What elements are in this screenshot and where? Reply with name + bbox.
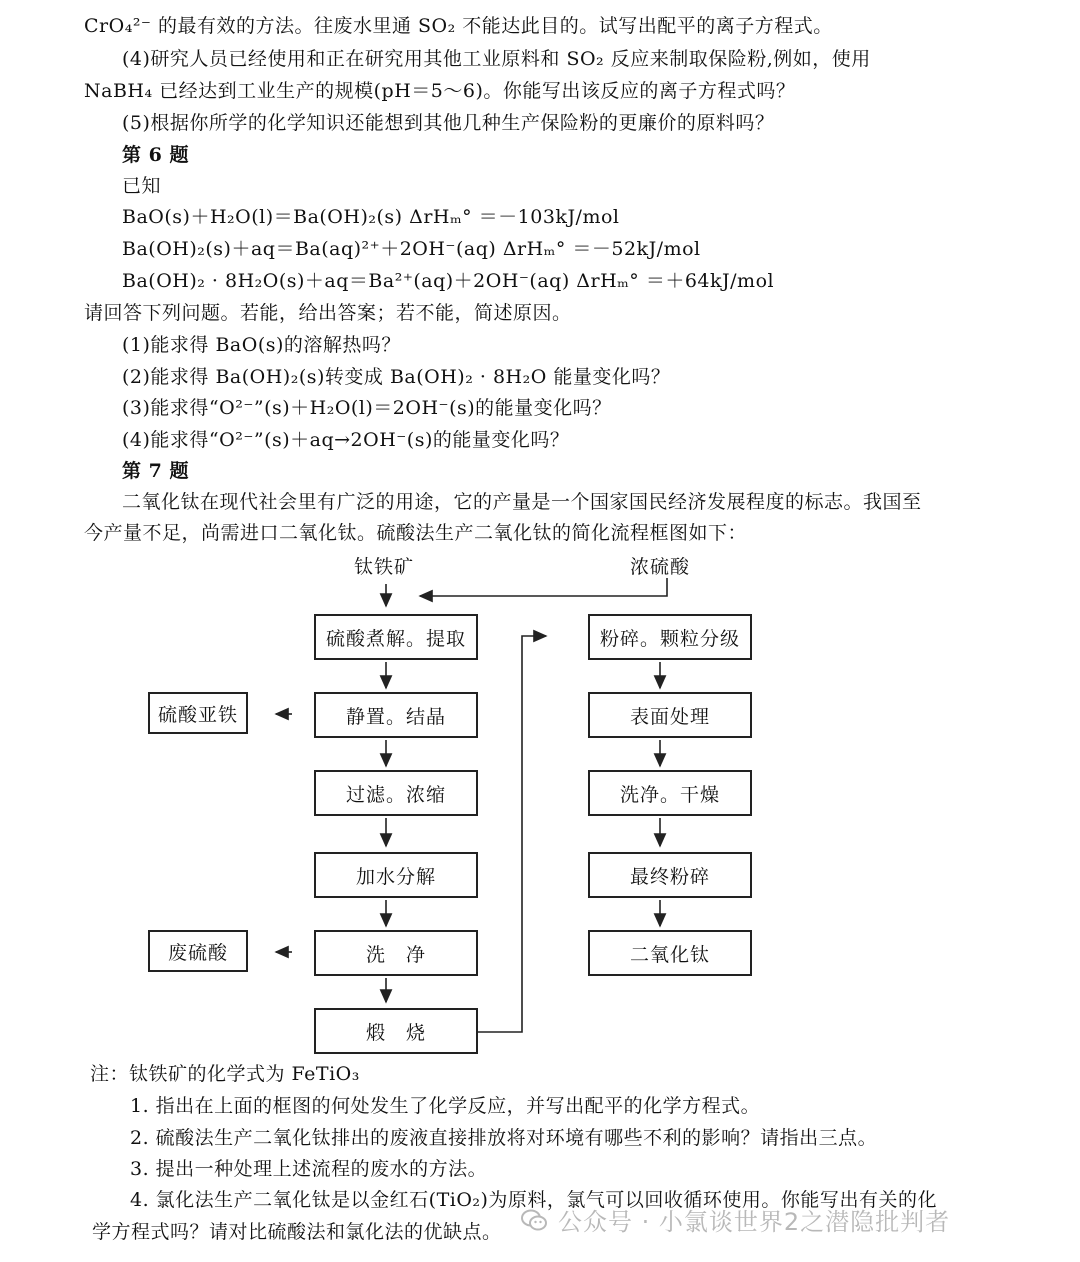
equation-2: Ba(OH)₂(s)＋aq＝Ba(aq)²⁺＋2OH⁻(aq) ΔrHₘ° ＝－52kJ/mol — [122, 238, 701, 260]
text-line-3: NaBH₄ 已经达到工业生产的规模(pH＝5～6)。你能写出该反应的离子方程式吗？ — [84, 80, 796, 102]
input-ilmenite: 钛铁矿 — [354, 556, 415, 578]
question-item-3: 3. 提出一种处理上述流程的废水的方法。 — [130, 1158, 488, 1180]
box-calcination: 煅 烧 — [314, 1008, 478, 1054]
box-sulfuric-digestion: 硫酸煮解。提取 — [314, 614, 478, 660]
box-ferrous-sulfate: 硫酸亚铁 — [148, 692, 248, 734]
box-hydrolysis: 加水分解 — [314, 852, 478, 898]
text-line-2: (4)研究人员已经使用和正在研究用其他工业原料和 SO₂ 反应来制取保险粉,例如，使用 — [122, 48, 871, 70]
question-6-heading: 第 6 题 — [122, 144, 189, 166]
box-wash-dry: 洗净。干燥 — [588, 770, 752, 816]
question-item-4: 4. 氯化法生产二氧化钛是以金红石(TiO₂)为原料，氯气可以回收循环使用。你能写出有关的化 — [130, 1189, 937, 1211]
box-washing: 洗 净 — [314, 930, 478, 976]
text-line-instructions: 请回答下列问题。若能，给出答案；若不能，简述原因。 — [84, 302, 572, 324]
input-conc-sulfuric-acid: 浓硫酸 — [630, 556, 691, 578]
box-grinding-classification: 粉碎。颗粒分级 — [588, 614, 752, 660]
arrow-acid-in — [420, 578, 667, 596]
sub-question-4: (4)能求得“O²⁻”(s)＋aq→2OH⁻(s)的能量变化吗？ — [122, 429, 570, 451]
text-line-intro-1: 二氧化钛在现代社会里有广泛的用途，它的产量是一个国家国民经济发展程度的标志。我国至 — [122, 491, 922, 513]
box-surface-treatment: 表面处理 — [588, 692, 752, 738]
question-item-4-cont: 学方程式吗？请对比硫酸法和氯化法的优缺点。 — [92, 1221, 502, 1243]
question-7-heading: 第 7 题 — [122, 460, 189, 482]
sub-question-3: (3)能求得“O²⁻”(s)＋H₂O(l)＝2OH⁻(s)的能量变化吗？ — [122, 397, 612, 419]
box-settling-crystallization: 静置。结晶 — [314, 692, 478, 738]
sub-question-2: (2)能求得 Ba(OH)₂(s)转变成 Ba(OH)₂ · 8H₂O 能量变化吗？ — [122, 366, 671, 388]
question-item-2: 2. 硫酸法生产二氧化钛排出的废液直接排放将对环境有哪些不利的影响？请指出三点。 — [130, 1127, 878, 1149]
note-formula: 注：钛铁矿的化学式为 FeTiO₃ — [90, 1063, 360, 1085]
watermark — [520, 1202, 950, 1237]
arrow-to-grinding — [478, 636, 546, 1032]
wechat-icon — [520, 1206, 548, 1234]
equation-3: Ba(OH)₂ · 8H₂O(s)＋aq＝Ba²⁺(aq)＋2OH⁻(aq) ΔrHₘ° ＝＋64kJ/mol — [122, 270, 775, 292]
box-waste-sulfuric-acid: 废硫酸 — [148, 930, 248, 972]
text-line-1: CrO₄²⁻ 的最有效的方法。往废水里通 SO₂ 不能达此目的。试写出配平的离子方程式。 — [84, 15, 833, 37]
watermark-text: 公众号 · 小氯谈世界2之潜隐批判者 — [558, 1208, 951, 1236]
box-titanium-dioxide: 二氧化钛 — [588, 930, 752, 976]
box-final-grinding: 最终粉碎 — [588, 852, 752, 898]
sub-question-1: (1)能求得 BaO(s)的溶解热吗？ — [122, 334, 401, 356]
text-line-4: (5)根据你所学的化学知识还能想到其他几种生产保险粉的更廉价的原料吗？ — [122, 112, 775, 134]
box-filtration-concentration: 过滤。浓缩 — [314, 770, 478, 816]
question-item-1: 1. 指出在上面的框图的何处发生了化学反应，并写出配平的化学方程式。 — [130, 1095, 761, 1117]
equation-1: BaO(s)＋H₂O(l)＝Ba(OH)₂(s) ΔrHₘ° ＝－103kJ/mol — [122, 206, 620, 228]
text-line-given: 已知 — [122, 175, 162, 197]
text-line-intro-2: 今产量不足，尚需进口二氧化钛。硫酸法生产二氧化钛的简化流程框图如下： — [84, 522, 748, 544]
